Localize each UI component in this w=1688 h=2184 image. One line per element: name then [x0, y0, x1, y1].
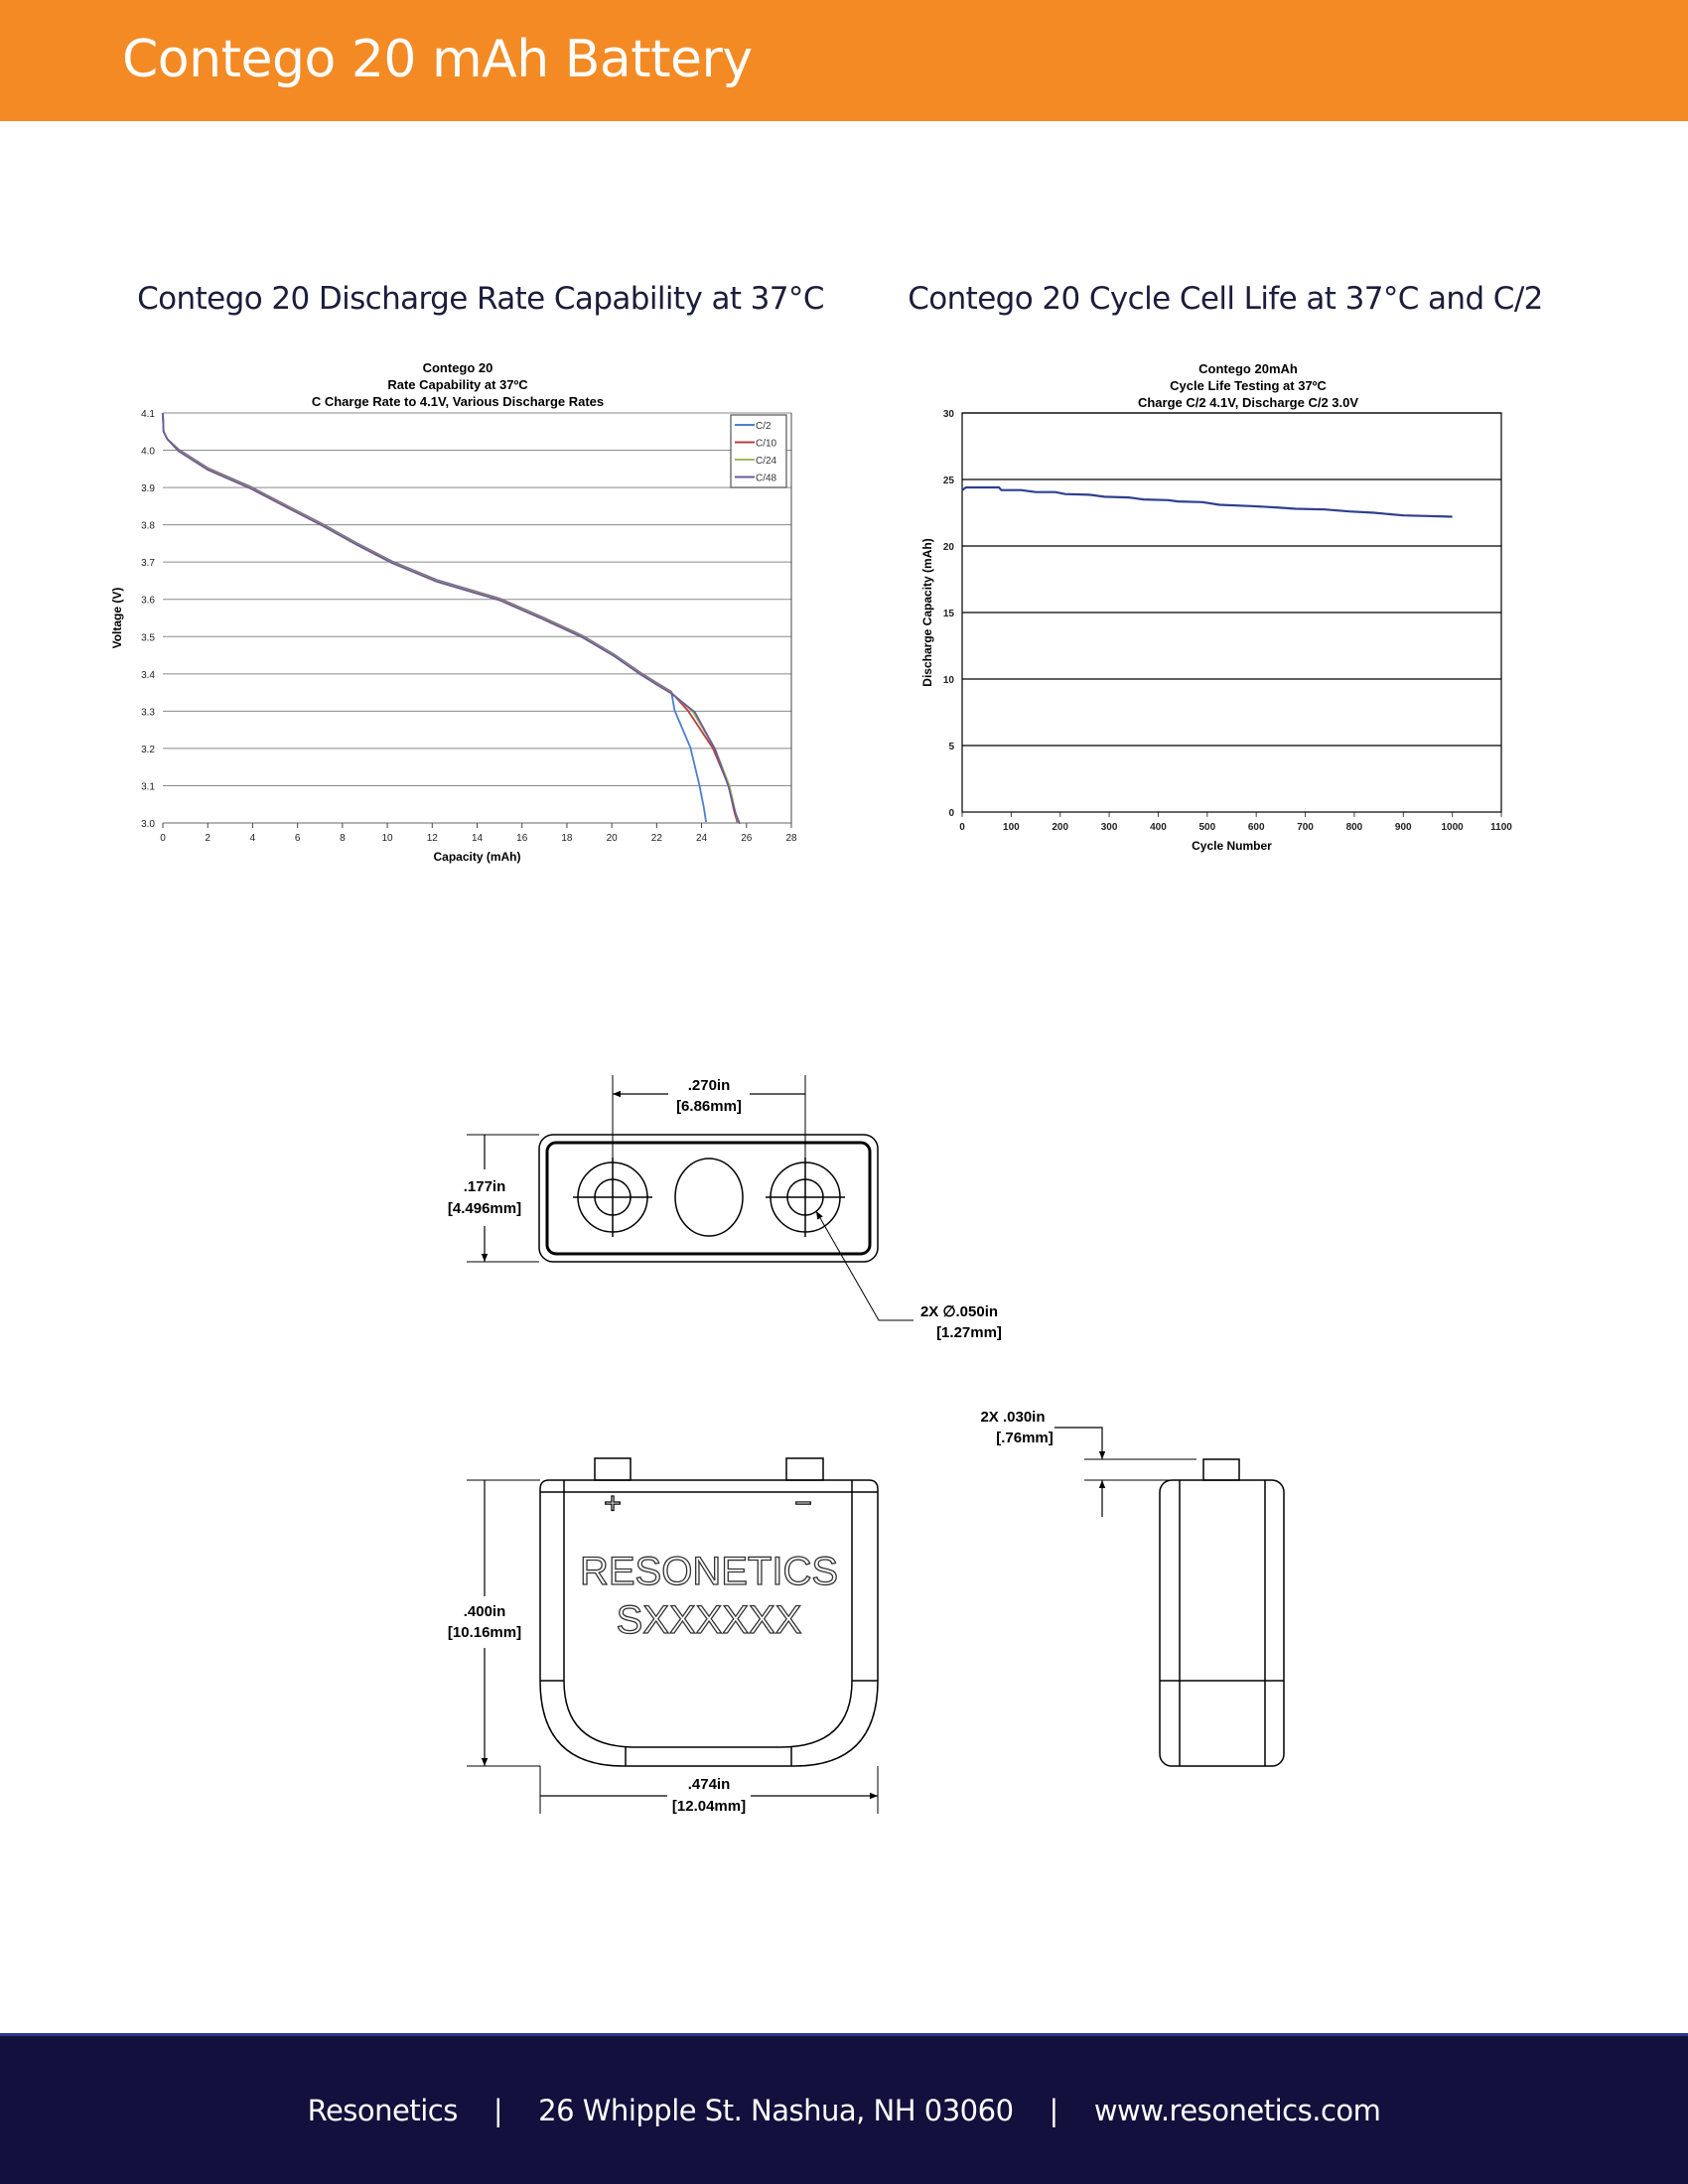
x-tick-label: 12 [426, 833, 438, 844]
footer-address: 26 Whipple St. Nashua, NH 03060 [538, 2093, 1014, 2127]
page-title: Contego 20 mAh Battery [122, 30, 753, 89]
x-tick-label: 2 [205, 833, 211, 844]
x-tick-label: 0 [160, 833, 166, 844]
page-footer [0, 2033, 1688, 2184]
y-tick-label: 3.7 [141, 558, 155, 570]
x-tick-label: 200 [1052, 822, 1069, 833]
legend-label: C/2 [756, 421, 772, 432]
x-tick-label: 700 [1297, 822, 1314, 833]
y-axis-label: Voltage (V) [110, 587, 124, 649]
top-height-dimension: .177in [463, 1178, 506, 1195]
x-tick-label: 24 [696, 833, 708, 844]
chart-title-line: Contego 20mAh [1198, 361, 1298, 376]
width-dimension: .474in [687, 1776, 731, 1793]
pitch-dimension-mm: [6.86mm] [676, 1098, 742, 1115]
hole-dimension: 2X ∅.050in [919, 1303, 999, 1320]
x-tick-label: 16 [516, 833, 528, 844]
chart-title-line: C Charge Rate to 4.1V, Various Discharge Rates [311, 394, 605, 409]
y-tick-label: 3.0 [141, 819, 155, 830]
x-tick-label: 100 [1003, 822, 1020, 833]
y-tick-label: 3.8 [141, 520, 155, 532]
x-axis-label: Cycle Number [1192, 839, 1272, 853]
x-tick-label: 8 [340, 833, 346, 844]
tab-dimension: 2X .030in [980, 1409, 1046, 1426]
x-tick-label: 1100 [1490, 822, 1512, 833]
chart-title-line: Cycle Life Testing at 37ºC [1170, 378, 1327, 393]
width-dimension-mm: [12.04mm] [671, 1798, 747, 1815]
minus-symbol: − [794, 1487, 812, 1520]
pitch-dimension: .270in [687, 1077, 731, 1094]
y-tick-label: 3.6 [141, 595, 155, 607]
legend-label: C/10 [756, 438, 777, 450]
y-tick-label: 30 [942, 409, 954, 420]
legend-label: C/24 [756, 456, 777, 467]
footer-company: Resonetics [307, 2093, 458, 2127]
chart-title-line: Rate Capability at 37ºC [387, 377, 528, 392]
cycle-section-title: Contego 20 Cycle Cell Life at 37°C and C/2 [908, 281, 1543, 317]
footer-separator: | [1049, 2093, 1058, 2127]
hole-dimension-mm: [1.27mm] [936, 1324, 1002, 1341]
y-tick-label: 25 [942, 476, 954, 486]
x-tick-label: 26 [741, 833, 753, 844]
y-axis-label: Discharge Capacity (mAh) [920, 538, 934, 687]
footer-separator: | [492, 2093, 503, 2127]
y-tick-label: 4.0 [141, 446, 155, 458]
brand-engraving: RESONETICS [579, 1550, 839, 1593]
x-tick-label: 1000 [1441, 822, 1464, 833]
x-tick-label: 600 [1247, 822, 1265, 833]
x-tick-label: 10 [381, 833, 393, 844]
y-tick-label: 20 [942, 542, 954, 553]
discharge-section-title: Contego 20 Discharge Rate Capability at 37°C [137, 281, 824, 317]
y-tick-label: 15 [942, 609, 954, 619]
y-tick-label: 3.1 [141, 781, 155, 793]
y-tick-label: 3.9 [141, 483, 155, 495]
y-tick-label: 0 [948, 808, 954, 819]
side-view-drawing [1055, 1428, 1284, 1766]
legend-label: C/48 [756, 473, 777, 484]
footer-website[interactable]: www.resonetics.com [1093, 2093, 1381, 2127]
front-height-dimension: .400in [463, 1603, 506, 1620]
x-tick-label: 0 [959, 822, 965, 833]
x-tick-label: 6 [294, 833, 301, 844]
x-tick-label: 900 [1394, 822, 1412, 833]
y-tick-label: 5 [948, 742, 954, 752]
top-height-dimension-mm: [4.496mm] [447, 1200, 522, 1217]
x-tick-label: 500 [1198, 822, 1216, 833]
plus-symbol: + [604, 1487, 622, 1520]
y-tick-label: 10 [942, 675, 954, 686]
y-tick-label: 3.2 [141, 744, 155, 755]
x-tick-label: 22 [650, 833, 662, 844]
x-tick-label: 28 [785, 833, 797, 844]
tab-dimension-mm: [.76mm] [996, 1430, 1054, 1446]
chart-title-line: Charge C/2 4.1V, Discharge C/2 3.0V [1137, 395, 1359, 410]
x-tick-label: 400 [1150, 822, 1167, 833]
y-tick-label: 3.4 [141, 669, 155, 681]
x-tick-label: 800 [1345, 822, 1363, 833]
y-tick-label: 3.5 [141, 632, 155, 644]
chart-title-line: Contego 20 [422, 360, 493, 375]
x-tick-label: 18 [561, 833, 573, 844]
x-tick-label: 14 [471, 833, 484, 844]
x-axis-label: Capacity (mAh) [433, 850, 521, 864]
x-tick-label: 20 [606, 833, 618, 844]
x-tick-label: 300 [1100, 822, 1118, 833]
y-tick-label: 3.3 [141, 707, 155, 719]
front-height-dimension-mm: [10.16mm] [447, 1624, 522, 1641]
y-tick-label: 4.1 [141, 409, 155, 420]
serial-engraving: SXXXXXX [616, 1598, 802, 1642]
x-tick-label: 4 [249, 833, 256, 844]
